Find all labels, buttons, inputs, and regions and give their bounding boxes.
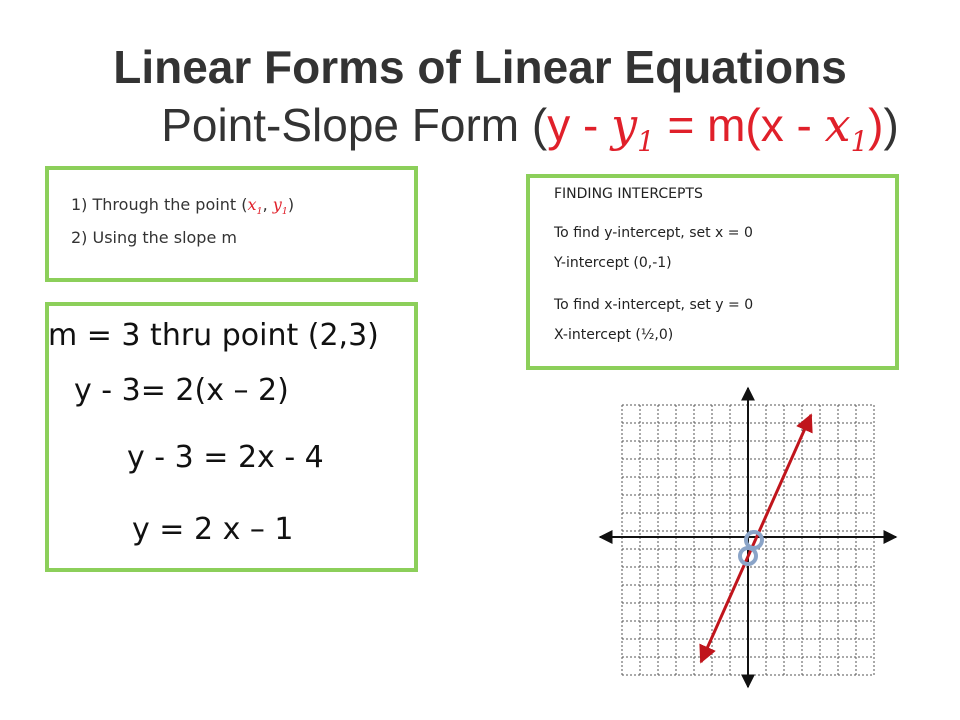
slide-title: Linear Forms of Linear Equations — [113, 41, 847, 93]
subtitle-prefix: Point-Slope Form ( — [161, 99, 548, 151]
condition-1-text: 1) Through the point ( — [71, 195, 248, 214]
intercepts-heading: FINDING INTERCEPTS — [554, 186, 703, 202]
condition-x-sub: 1 — [256, 206, 263, 218]
formula-part-a: y - — [547, 99, 612, 151]
formula — [547, 98, 884, 159]
condition-x-var: x — [247, 195, 257, 214]
condition-y-sub: 1 — [281, 206, 288, 218]
formula-close-paren: ) — [868, 99, 884, 151]
condition-sep: , — [262, 195, 273, 214]
formula-y-subscript: 1 — [637, 125, 655, 159]
formula-x-subscript: 1 — [850, 125, 869, 159]
formula-x-var: x — [824, 98, 851, 152]
conditions-box — [45, 166, 418, 282]
formula-part-b: = m(x - — [654, 99, 825, 151]
x-intercept-rule: To find x-intercept, set y = 0 — [554, 297, 754, 313]
condition-item-1 — [71, 192, 294, 225]
y-intercept-rule: To find y-intercept, set x = 0 — [554, 225, 753, 241]
condition-y-var: y — [272, 195, 282, 214]
coordinate-graph — [598, 385, 898, 690]
subtitle-close-paren: ) — [883, 99, 899, 151]
formula-y-var: y — [611, 98, 638, 152]
slide-subtitle — [50, 98, 960, 169]
condition-1-close: ) — [287, 195, 295, 214]
y-intercept-result: Y-intercept (0,-1) — [554, 255, 672, 271]
example-step-1: y - 3= 2(x – 2) — [74, 373, 289, 408]
example-step-3: y = 2 x – 1 — [132, 512, 294, 547]
example-step-2: y - 3 = 2x - 4 — [127, 440, 324, 475]
conditions-list — [71, 192, 294, 251]
graph-line — [701, 415, 811, 662]
condition-item-2: 2) Using the slope m — [71, 228, 237, 248]
example-given: m = 3 thru point (2,3) — [48, 318, 379, 353]
x-intercept-result: X-intercept (½,0) — [554, 327, 674, 343]
